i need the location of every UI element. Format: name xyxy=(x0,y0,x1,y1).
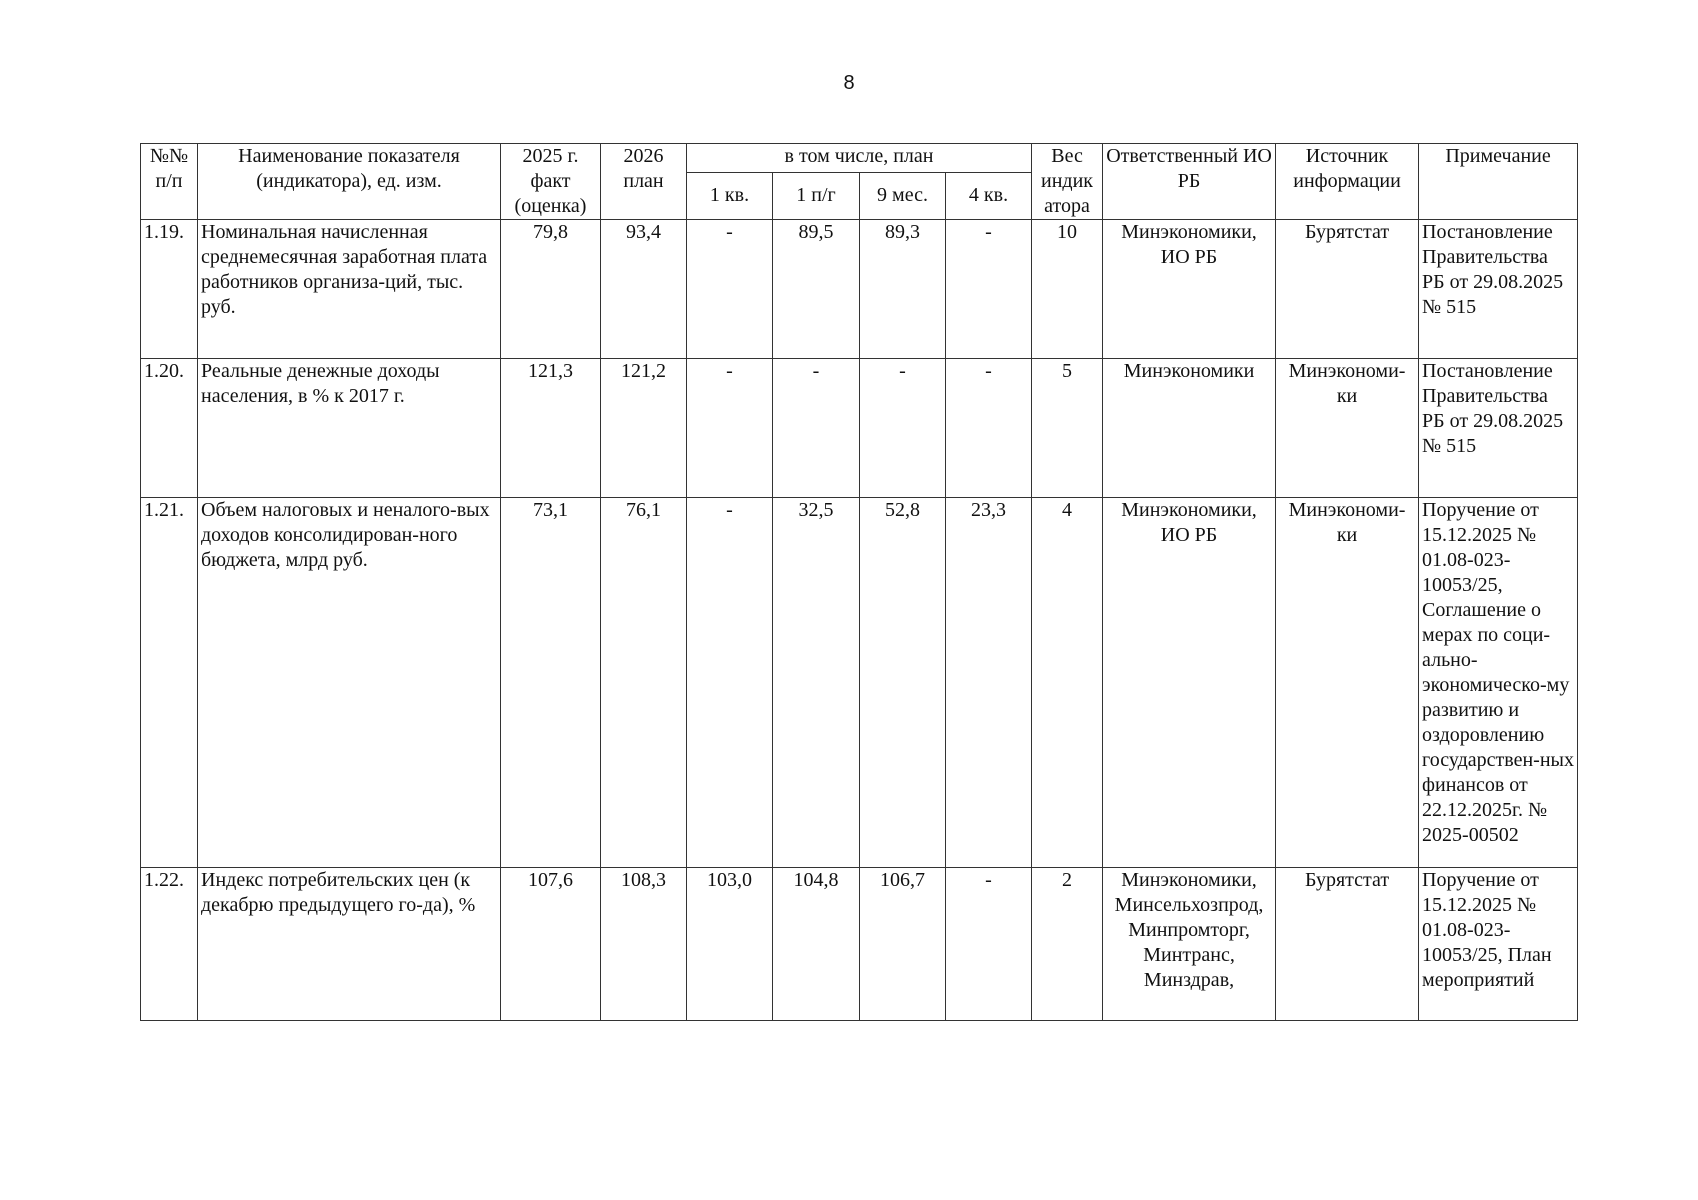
fact-2025-value: 121,3 xyxy=(501,359,601,498)
q1-value: - xyxy=(687,359,773,498)
responsible-value: Минэкономики xyxy=(1103,359,1276,498)
indicators-table xyxy=(140,143,1578,1021)
header-q1: 1 кв. xyxy=(687,173,773,220)
header-source: Источник информации xyxy=(1276,144,1419,220)
q1-value: - xyxy=(687,498,773,868)
header-fact-2025: 2025 г. факт (оценка) xyxy=(501,144,601,220)
q4-value: - xyxy=(946,220,1032,359)
table-header xyxy=(141,144,1578,220)
header-note: Примечание xyxy=(1419,144,1578,220)
9m-value: 106,7 xyxy=(860,868,946,1021)
indicator-name: Номинальная начисленная среднемесячная заработная плата работников организа-ций, тыс. руб. xyxy=(198,220,501,359)
weight-value: 5 xyxy=(1032,359,1103,498)
9m-value: 52,8 xyxy=(860,498,946,868)
9m-value: - xyxy=(860,359,946,498)
fact-2025-value: 107,6 xyxy=(501,868,601,1021)
source-value: Бурятстат xyxy=(1276,220,1419,359)
q4-value: - xyxy=(946,868,1032,1021)
header-responsible: Ответственный ИО РБ xyxy=(1103,144,1276,220)
source-value: Минэкономи-ки xyxy=(1276,498,1419,868)
fact-2025-value: 73,1 xyxy=(501,498,601,868)
table-row xyxy=(141,220,1578,359)
row-number: 1.21. xyxy=(141,498,198,868)
header-9m: 9 мес. xyxy=(860,173,946,220)
h1-value: - xyxy=(773,359,860,498)
note-value: Поручение от 15.12.2025 № 01.08-023-10053/25, Соглашение о мерах по соци-ально-экономическо-му развитию и оздоровлению государствен-ных финансов от 22.12.2025г. № 2025-00502 xyxy=(1419,498,1578,868)
h1-value: 32,5 xyxy=(773,498,860,868)
h1-value: 104,8 xyxy=(773,868,860,1021)
q4-value: 23,3 xyxy=(946,498,1032,868)
responsible-value: Минэкономики, ИО РБ xyxy=(1103,498,1276,868)
header-plan-2026: 2026 план xyxy=(601,144,687,220)
plan-2026-value: 121,2 xyxy=(601,359,687,498)
weight-value: 4 xyxy=(1032,498,1103,868)
row-number: 1.20. xyxy=(141,359,198,498)
header-h1: 1 п/г xyxy=(773,173,860,220)
row-number: 1.19. xyxy=(141,220,198,359)
plan-2026-value: 108,3 xyxy=(601,868,687,1021)
h1-value: 89,5 xyxy=(773,220,860,359)
fact-2025-value: 79,8 xyxy=(501,220,601,359)
header-including-plan: в том числе, план xyxy=(687,144,1032,173)
q1-value: - xyxy=(687,220,773,359)
9m-value: 89,3 xyxy=(860,220,946,359)
responsible-value: Минэкономики, Минсельхозпрод, Минпромторг, Минтранс, Минздрав, xyxy=(1103,868,1276,1021)
plan-2026-value: 93,4 xyxy=(601,220,687,359)
note-value: Поручение от 15.12.2025 № 01.08-023-10053/25, План мероприятий xyxy=(1419,868,1578,1021)
header-num: №№ п/п xyxy=(141,144,198,220)
weight-value: 2 xyxy=(1032,868,1103,1021)
plan-2026-value: 76,1 xyxy=(601,498,687,868)
indicator-name: Индекс потребительских цен (к декабрю предыдущего го-да), % xyxy=(198,868,501,1021)
note-value: Постановление Правительства РБ от 29.08.2025 № 515 xyxy=(1419,220,1578,359)
q4-value: - xyxy=(946,359,1032,498)
row-number: 1.22. xyxy=(141,868,198,1021)
q1-value: 103,0 xyxy=(687,868,773,1021)
header-weight: Вес индик атора xyxy=(1032,144,1103,220)
table-row xyxy=(141,359,1578,498)
indicator-name: Объем налоговых и неналого-вых доходов консолидирован-ного бюджета, млрд руб. xyxy=(198,498,501,868)
page-number: 8 xyxy=(843,72,855,94)
note-value: Постановление Правительства РБ от 29.08.2025 № 515 xyxy=(1419,359,1578,498)
table-row xyxy=(141,498,1578,868)
header-name: Наименование показателя (индикатора), ед. изм. xyxy=(198,144,501,220)
source-value: Минэкономи-ки xyxy=(1276,359,1419,498)
header-q4: 4 кв. xyxy=(946,173,1032,220)
responsible-value: Минэкономики, ИО РБ xyxy=(1103,220,1276,359)
table-row xyxy=(141,868,1578,1021)
source-value: Бурятстат xyxy=(1276,868,1419,1021)
indicator-name: Реальные денежные доходы населения, в % к 2017 г. xyxy=(198,359,501,498)
weight-value: 10 xyxy=(1032,220,1103,359)
